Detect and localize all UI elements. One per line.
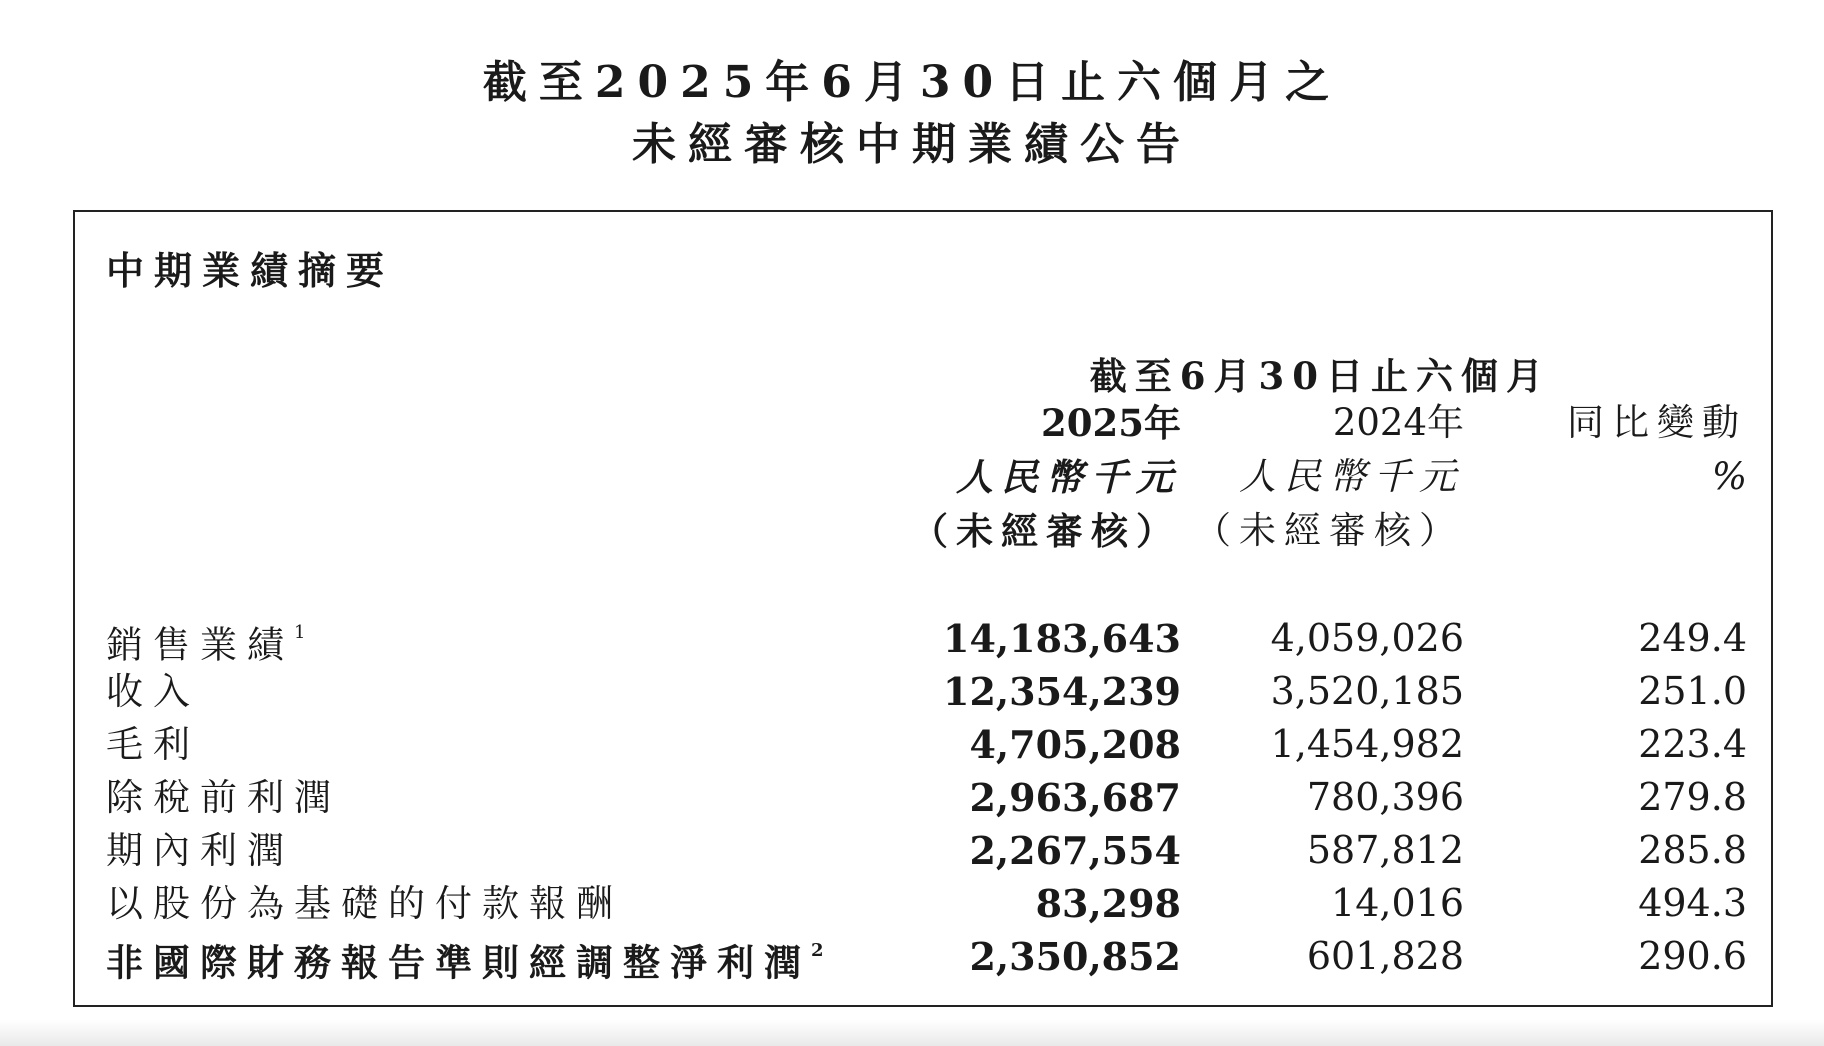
- value-2024: 1,454,982: [1270, 722, 1464, 766]
- table-row: [106, 771, 1747, 824]
- row-label-text: 銷售業績: [106, 623, 294, 667]
- value-2025: 2,963,687: [969, 775, 1181, 820]
- row-label-text: 以股份為基礎的付款報酬: [106, 882, 623, 925]
- value-change: 285.8: [1638, 828, 1747, 872]
- table-row: [106, 665, 1747, 718]
- document-title-line2: 未經審核中期業績公告: [632, 119, 1192, 170]
- value-2024: 3,520,185: [1270, 669, 1464, 713]
- footnote-marker: 2: [811, 940, 824, 961]
- row-label-text: 除稅前利潤: [106, 776, 341, 819]
- value-2025: 14,183,643: [943, 616, 1181, 661]
- row-label-text: 非國際財務報告準則經調整淨利潤: [106, 940, 811, 985]
- value-2024: 14,016: [1331, 881, 1464, 925]
- row-label: [106, 877, 623, 930]
- col-2024-unit: 人民幣千元: [1239, 455, 1464, 498]
- row-label-text: 收入: [106, 670, 200, 713]
- summary-heading: 中期業績摘要: [106, 248, 395, 293]
- table-row: [106, 718, 1747, 771]
- value-2024: 780,396: [1306, 775, 1464, 819]
- col-2024-year: 2024年: [1332, 401, 1464, 444]
- value-change: 494.3: [1638, 881, 1747, 925]
- table-row: [106, 930, 1747, 983]
- value-2025: 4,705,208: [969, 722, 1181, 767]
- row-label: [106, 665, 200, 718]
- table-row: [106, 612, 1747, 665]
- table-row: [106, 877, 1747, 930]
- value-2024: 4,059,026: [1270, 616, 1464, 660]
- value-2024: 601,828: [1306, 934, 1464, 978]
- row-label: [106, 930, 824, 989]
- footnote-marker: 1: [294, 622, 306, 643]
- col-change-header: 同比變動: [1567, 401, 1747, 444]
- col-change-unit: %: [1711, 455, 1747, 498]
- value-2025: 2,267,554: [969, 828, 1181, 873]
- row-label-text: 毛利: [106, 723, 200, 766]
- value-change: 251.0: [1638, 669, 1747, 713]
- col-2025-unit: 人民幣千元: [956, 455, 1181, 499]
- value-2025: 83,298: [1035, 881, 1181, 926]
- row-label: [106, 824, 294, 877]
- table-row: [106, 824, 1747, 877]
- value-2025: 12,354,239: [943, 669, 1181, 714]
- summary-box: [73, 210, 1773, 1007]
- value-change: 223.4: [1638, 722, 1747, 766]
- value-change: 279.8: [1638, 775, 1747, 819]
- page-bottom-shadow: [0, 1020, 1824, 1046]
- period-header: 截至6月30日止六個月: [1089, 354, 1551, 398]
- value-2024: 587,812: [1306, 828, 1464, 872]
- row-label: [106, 612, 305, 671]
- value-change: 290.6: [1638, 934, 1747, 978]
- col-2025-note: （未經審核）: [911, 509, 1181, 553]
- col-2025-year: 2025年: [1041, 401, 1181, 445]
- document-title-line1: 截至2025年6月30日止六個月之: [482, 57, 1342, 108]
- value-2025: 2,350,852: [969, 934, 1181, 979]
- col-2024-note: （未經審核）: [1194, 509, 1464, 552]
- row-label-text: 期內利潤: [106, 829, 294, 872]
- row-label: [106, 718, 200, 771]
- value-change: 249.4: [1638, 616, 1747, 660]
- row-label: [106, 771, 341, 824]
